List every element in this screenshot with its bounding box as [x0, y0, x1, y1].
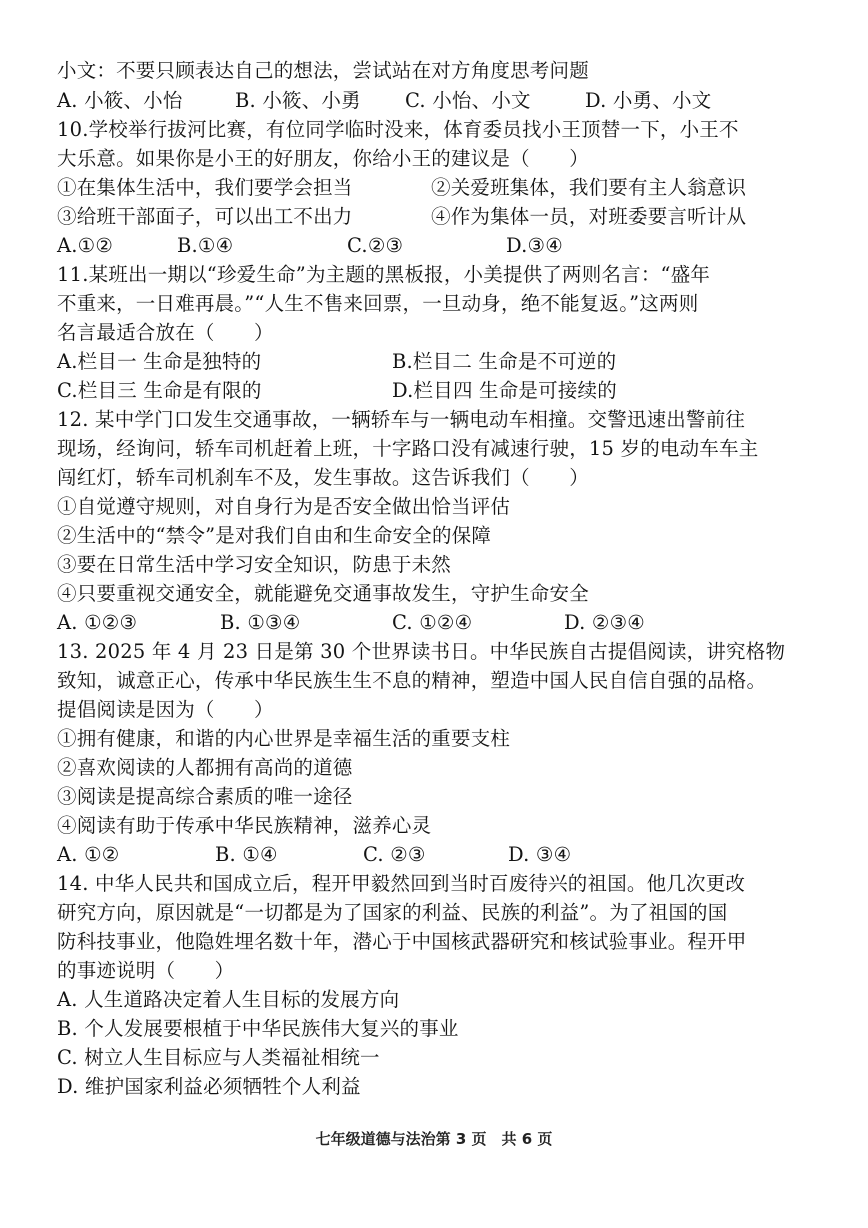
page-footer: 七年级道德与法治第 3 页 共 6 页 [315, 1130, 553, 1148]
q9-option-b: B. 小筱、小勇 [235, 89, 361, 112]
q14-option-a: A. 人生道路决定着人生目标的发展方向 [57, 988, 400, 1011]
q12-item: ③要在日常生活中学习安全知识，防患于未然 [57, 553, 452, 576]
q14-option-b: B. 个人发展要根植于中华民族伟大复兴的事业 [57, 1017, 459, 1040]
q10-item: ①在集体生活中，我们要学会担当 [57, 176, 353, 199]
q10-stem-line: 大乐意。如果你是小王的好朋友，你给小王的建议是（ ） [57, 147, 589, 170]
q13-option-b: B. ①④ [215, 843, 278, 866]
q14-stem-line: 的事迹说明（ ） [57, 959, 235, 982]
q10-option-a: A.①② [57, 234, 114, 257]
q11-stem-line: 11.某班出一期以“珍爱生命”为主题的黑板报，小美提供了两则名言：“盛年 [57, 263, 711, 286]
q11-option-c: C.栏目三 生命是有限的 [57, 379, 262, 402]
q10-item: ④作为集体一员，对班委要言听计从 [431, 205, 747, 228]
q9-option-a: A. 小筱、小怡 [57, 89, 183, 112]
q12-option-b: B. ①③④ [220, 611, 301, 634]
q12-stem-line: 闯红灯，轿车司机刹车不及，发生事故。这告诉我们（ ） [57, 466, 589, 489]
q11-option-a: A.栏目一 生命是独特的 [57, 350, 262, 373]
q14-stem-line: 防科技事业，他隐姓埋名数十年，潜心于中国核武器研究和核试验事业。程开甲 [57, 930, 747, 953]
q12-item: ①自觉遵守规则，对自身行为是否安全做出恰当评估 [57, 495, 511, 518]
q10-item: ③给班干部面子，可以出工不出力 [57, 205, 353, 228]
q13-item: ①拥有健康，和谐的内心世界是幸福生活的重要支柱 [57, 727, 511, 750]
q13-stem-line: 致知，诚意正心，传承中华民族生生不息的精神，塑造中国人民自信自强的品格。 [57, 669, 767, 692]
q9-option-d: D. 小勇、小文 [585, 89, 712, 112]
q13-item: ④阅读有助于传承中华民族精神，滋养心灵 [57, 814, 432, 837]
q14-option-d: D. 维护国家利益必须牺牲个人利益 [57, 1075, 361, 1098]
q11-stem-line: 不重来，一日难再晨。”“人生不售来回票，一旦动身，绝不能复返。”这两则 [57, 292, 699, 315]
q13-item: ③阅读是提高综合素质的唯一途径 [57, 785, 353, 808]
q14-stem-line: 14. 中华人民共和国成立后，程开甲毅然回到当时百废待兴的祖国。他几次更改 [57, 872, 746, 895]
q10-item: ②关爱班集体，我们要有主人翁意识 [431, 176, 747, 199]
q13-option-a: A. ①② [57, 843, 120, 866]
q13-stem-line: 13. 2025 年 4 月 23 日是第 30 个世界读书日。中华民族自古提倡阅读，讲究格物 [57, 640, 786, 663]
q14-option-c: C. 树立人生目标应与人类福祉相统一 [57, 1046, 380, 1069]
q12-option-a: A. ①②③ [57, 611, 138, 634]
q11-stem-line: 名言最适合放在（ ） [57, 321, 274, 344]
q12-option-d: D. ②③④ [564, 611, 645, 634]
q9-last-line: 小文：不要只顾表达自己的想法，尝试站在对方角度思考问题 [57, 59, 589, 82]
q11-option-d: D.栏目四 生命是可接续的 [392, 379, 617, 402]
q13-stem-line: 提倡阅读是因为（ ） [57, 698, 274, 721]
q10-option-b: B.①④ [177, 234, 234, 257]
q14-stem-line: 研究方向，原因就是“一切都是为了国家的利益、民族的利益”。为了祖国的国 [57, 901, 728, 924]
q9-option-c: C. 小怡、小文 [405, 89, 531, 112]
q12-option-c: C. ①②④ [392, 611, 473, 634]
q10-stem-line: 10.学校举行拔河比赛，有位同学临时没来，体育委员找小王顶替一下，小王不 [57, 118, 739, 141]
q13-option-c: C. ②③ [363, 843, 426, 866]
q13-item: ②喜欢阅读的人都拥有高尚的道德 [57, 756, 353, 779]
q10-option-d: D.③④ [506, 234, 563, 257]
q10-option-c: C.②③ [347, 234, 404, 257]
q12-stem-line: 现场，经询问，轿车司机赶着上班，十字路口没有减速行驶，15 岁的电动车车主 [57, 437, 759, 460]
q13-option-d: D. ③④ [508, 843, 572, 866]
q12-stem-line: 12. 某中学门口发生交通事故，一辆轿车与一辆电动车相撞。交警迅速出警前往 [57, 408, 746, 431]
q12-item: ④只要重视交通安全，就能避免交通事故发生，守护生命安全 [57, 582, 589, 605]
q11-option-b: B.栏目二 生命是不可逆的 [392, 350, 617, 373]
q12-item: ②生活中的“禁令”是对我们自由和生命安全的保障 [57, 524, 492, 547]
